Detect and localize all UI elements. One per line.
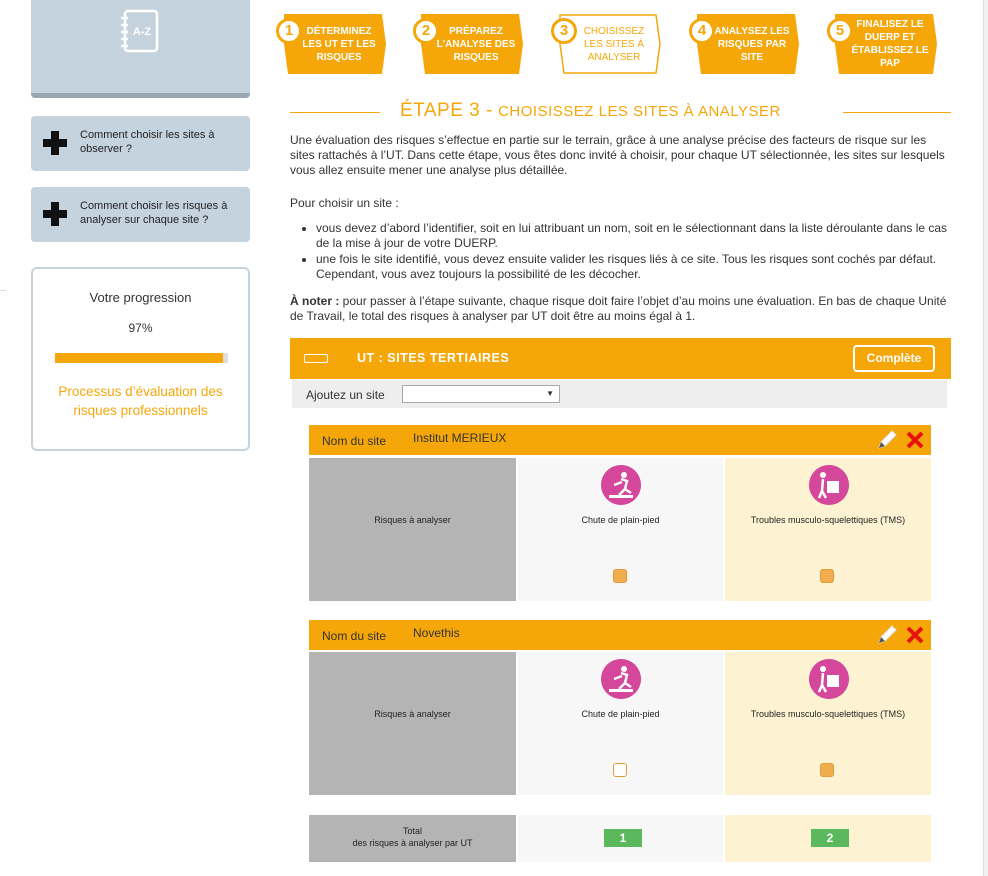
progress-panel	[31, 267, 250, 451]
step-number: 4	[689, 18, 715, 44]
risk-row-label: Risques à analyser	[374, 709, 451, 719]
risk-label: Chute de plain-pied	[581, 515, 660, 525]
pencil-icon[interactable]	[875, 428, 899, 452]
total-count-badge: 1	[604, 829, 642, 847]
step-number: 5	[827, 18, 853, 44]
lifting-icon	[809, 659, 849, 699]
svg-text:A-Z: A-Z	[132, 26, 152, 38]
process-link[interactable]: Processus d’évaluation des risques professionnels	[58, 384, 223, 418]
step-number: 1	[276, 18, 302, 44]
risk-cell	[518, 458, 723, 601]
site-name: Institut MERIEUX	[413, 431, 507, 445]
instructions-list	[290, 221, 952, 283]
step-title-text: CHOISISSEZ LES SITES À ANALYSER	[498, 103, 781, 120]
help-choose-risks[interactable]	[31, 187, 250, 242]
list-item: • vous devez d’abord l’identifier, soit en lui attribuant un nom, soit en le sélectionnant dans la liste déroulante dans le cas de la mise à jour de votre DUERP.	[316, 221, 952, 251]
progress-percent: 97%	[128, 321, 153, 335]
fall-icon	[601, 465, 641, 505]
ut-header[interactable]	[290, 338, 951, 379]
risk-label: Chute de plain-pied	[581, 709, 660, 719]
risk-row-label-cell	[309, 652, 516, 795]
step-1[interactable]	[276, 14, 386, 74]
step-label: FINALISEZ LE DUERP ET ÉTABLISSEZ LE PAP	[851, 19, 929, 69]
progress-title: Votre progression	[89, 290, 192, 305]
add-site-row	[292, 380, 947, 408]
scrollbar[interactable]	[983, 0, 988, 876]
risk-cell	[725, 652, 931, 795]
add-site-label: Ajoutez un site	[306, 388, 385, 402]
site-name-label: Nom du site	[322, 629, 387, 643]
step-label: PRÉPAREZ L'ANALYSE DES RISQUES	[436, 25, 516, 63]
site-header	[309, 620, 931, 650]
total-row	[309, 815, 931, 862]
ut-name: UT : SITES TERTIAIRES	[357, 351, 510, 365]
step-number: 3	[551, 18, 577, 44]
heading-line-right	[843, 112, 951, 113]
risk-label: Troubles musculo-squelettiques (TMS)	[750, 709, 906, 719]
list-item: • une fois le site identifié, vous devez ensuite valider les risques liés à ce site. Tous les risques sont cochés par défaut. Cependant, vous avez toujours la possibilité de les décocher.	[316, 252, 952, 282]
lifting-icon	[809, 465, 849, 505]
risk-grid	[309, 458, 931, 601]
progress-bar	[55, 353, 228, 363]
step-3[interactable]	[551, 14, 661, 74]
plus-icon	[42, 130, 68, 156]
site-header	[309, 425, 931, 455]
help-choose-sites[interactable]	[31, 116, 250, 171]
ut-tag-icon	[304, 354, 328, 363]
total-label-line2: des risques à analyser par UT	[352, 838, 473, 848]
total-label-line1: Total	[402, 826, 422, 836]
note-text	[290, 294, 952, 324]
address-book-icon	[115, 8, 165, 54]
risk-checkbox[interactable]	[820, 763, 834, 777]
risk-row-label-cell	[309, 458, 516, 601]
step-label: CHOISISSEZ LES SITES À ANALYSER	[583, 25, 645, 63]
delete-icon[interactable]	[904, 429, 926, 451]
risk-cell	[518, 652, 723, 795]
step-2[interactable]	[413, 14, 523, 74]
add-site-select[interactable]	[402, 385, 560, 403]
total-count-badge: 2	[811, 829, 849, 847]
step-label: ANALYSEZ LES RISQUES PAR SITE	[714, 25, 790, 63]
note-bold: À noter :	[290, 294, 340, 308]
risk-cell	[725, 458, 931, 601]
pencil-icon[interactable]	[875, 623, 899, 647]
step-title-prefix: ÉTAPE 3 -	[400, 100, 493, 121]
risk-label: Troubles musculo-squelettiques (TMS)	[750, 515, 906, 525]
choose-intro: Pour choisir un site :	[290, 196, 399, 210]
divider	[0, 290, 6, 291]
risk-checkbox[interactable]	[820, 569, 834, 583]
risk-grid	[309, 652, 931, 795]
chevron-down-icon: ▼	[546, 389, 554, 398]
delete-icon[interactable]	[904, 624, 926, 646]
glossary-panel[interactable]	[31, 0, 250, 98]
fall-icon	[601, 659, 641, 699]
note-body: pour passer à l’étape suivante, chaque risque doit faire l’objet d’au moins une évaluation. En bas de chaque Unité de Travail, le total des risques à analyser par UT doit être au moins égal à 1.	[290, 294, 947, 323]
intro-text: Une évaluation des risques s’effectue en partie sur le terrain, grâce à une analyse précise des facteurs de risque sur les sites rattachés à l’UT. Dans cette étape, vous êtes donc invité à choisir, pour chaque UT sélectionnée, les sites sur lesquels vous allez ensuite mener une analyse plus détaillée.	[290, 133, 945, 177]
risk-row-label: Risques à analyser	[374, 515, 451, 525]
risk-checkbox[interactable]	[613, 763, 627, 777]
site-name: Novethis	[413, 626, 460, 640]
step-4[interactable]	[689, 14, 799, 74]
total-cell	[725, 815, 931, 862]
heading-line-left	[290, 112, 380, 113]
step-5[interactable]	[827, 14, 937, 74]
risk-checkbox[interactable]	[613, 569, 627, 583]
help-choose-sites-label: Comment choisir les sites à observer ?	[80, 129, 215, 155]
step-number: 2	[413, 18, 439, 44]
total-label-cell	[309, 815, 516, 862]
help-choose-risks-label: Comment choisir les risques à analyser sur chaque site ?	[80, 200, 228, 226]
page-title	[400, 100, 840, 122]
total-cell	[518, 815, 723, 862]
progress-bar-fill	[55, 353, 223, 363]
site-name-label: Nom du site	[322, 434, 387, 448]
plus-icon	[42, 201, 68, 227]
status-badge[interactable]: Complète	[853, 345, 935, 372]
step-label: DÉTERMINEZ LES UT ET LES RISQUES	[302, 25, 376, 63]
